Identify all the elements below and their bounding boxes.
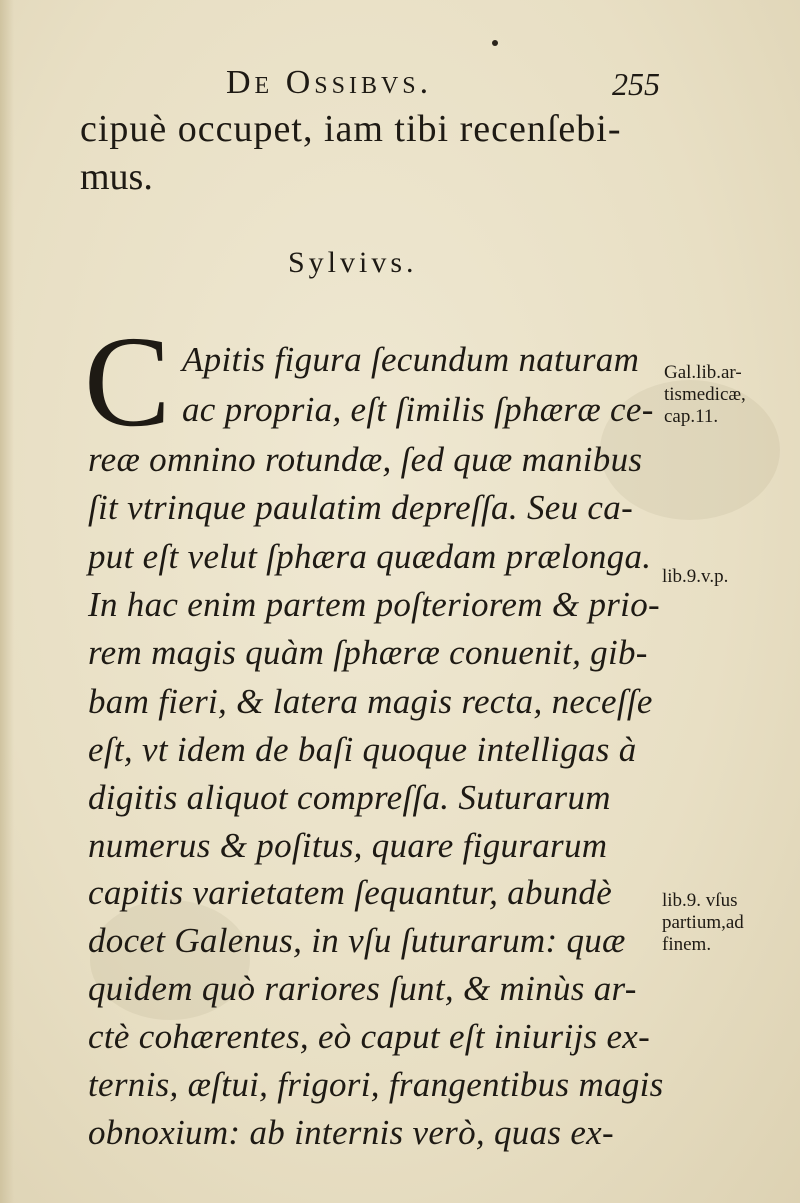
margin-note bbox=[664, 362, 746, 428]
continuation-line: cipuè occupet, iam tibi recenſebi- bbox=[80, 108, 622, 150]
running-header bbox=[220, 64, 660, 108]
body-line: docet Galenus, in vſu ſuturarum: quæ bbox=[88, 921, 626, 960]
margin-note-line: cap.11. bbox=[664, 406, 719, 427]
body-line: ctè cohærentes, eò caput eſt iniurijs ex- bbox=[88, 1017, 651, 1056]
page-number: 255 bbox=[612, 66, 660, 102]
body-line: In hac enim partem poſteriorem & prio- bbox=[88, 585, 660, 624]
margin-note-line: Gal.lib.ar- bbox=[664, 362, 742, 383]
body-line: capitis varietatem ſequantur, abundè bbox=[88, 873, 613, 912]
body-line: Apitis figura ſecundum naturam bbox=[182, 340, 640, 379]
margin-note-line: finem. bbox=[662, 934, 712, 955]
margin-note: lib.9.v.p. bbox=[662, 566, 729, 587]
body-line: put eſt velut ſphæra quædam prælonga. bbox=[88, 537, 652, 576]
body-line: numerus & poſitus, quare figurarum bbox=[88, 826, 608, 865]
body-line: reæ omnino rotundæ, ſed quæ manibus bbox=[88, 440, 643, 479]
margin-note-line: lib.9. vſus bbox=[662, 890, 738, 911]
body-line: bam fieri, & latera magis recta, neceſſe bbox=[88, 682, 653, 721]
drop-cap: C bbox=[84, 310, 171, 454]
continuation-line: mus. bbox=[80, 156, 153, 198]
ink-dot bbox=[492, 40, 498, 46]
margin-note-line: tismedicæ, bbox=[664, 384, 746, 405]
body-line: digitis aliquot compreſſa. Suturarum bbox=[88, 778, 611, 817]
body-line: ac propria, eſt ſimilis ſphæræ ce- bbox=[182, 390, 654, 429]
body-line: ternis, æſtui, frigori, frangentibus magis bbox=[88, 1065, 664, 1104]
running-head: De Ossibvs. bbox=[226, 64, 433, 101]
margin-note-line: partium,ad bbox=[662, 912, 744, 933]
body-line: rem magis quàm ſphæræ conuenit, gib- bbox=[88, 633, 648, 672]
page-gutter-shadow bbox=[0, 0, 14, 1203]
body-line: ſit vtrinque paulatim depreſſa. Seu ca- bbox=[88, 488, 634, 527]
margin-note bbox=[662, 890, 744, 956]
body-line: eſt, vt idem de baſi quoque intelligas à bbox=[88, 730, 637, 769]
body-line: obnoxium: ab internis verò, quas ex- bbox=[88, 1113, 614, 1152]
body-line: quidem quò rariores ſunt, & minùs ar- bbox=[88, 969, 637, 1008]
section-heading: Sylvivs. bbox=[288, 246, 418, 279]
